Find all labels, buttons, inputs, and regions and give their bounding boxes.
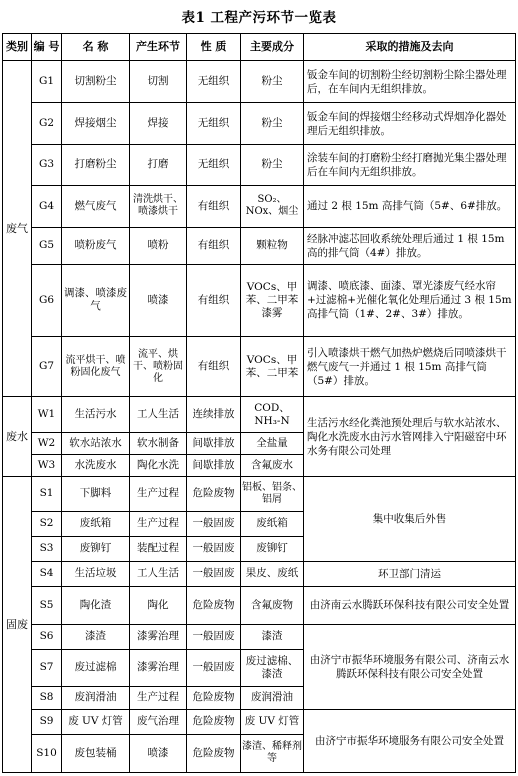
row-id: G4 xyxy=(32,186,62,227)
table-row xyxy=(3,264,516,336)
row-component: 废铆钉 xyxy=(241,536,304,561)
solid-measure-s1-s3: 集中收集后外售 xyxy=(304,476,516,561)
row-component: VOCs、甲苯、二甲苯漆雾 xyxy=(241,264,304,336)
header-measure: 采取的措施及去向 xyxy=(304,34,516,61)
row-measure: 调漆、喷底漆、面漆、罩光漆废气经水帘+过滤棉+光催化氧化处理后通过 3 根 15m 高排气筒（1#、2#、3#）排放。 xyxy=(304,264,516,336)
table-row xyxy=(3,186,516,227)
row-stage: 生产过程 xyxy=(130,512,187,537)
row-name: 软水站浓水 xyxy=(62,433,130,455)
row-nature: 有组织 xyxy=(187,186,241,227)
row-id: S2 xyxy=(32,512,62,537)
solid-measure-s6-s8: 由济宁市振华环境服务有限公司、济南云水腾跃环保科技有限公司安全处置 xyxy=(304,624,516,709)
row-component: 铝板、铝条、铝屑 xyxy=(241,476,304,511)
row-component: 粉尘 xyxy=(241,103,304,144)
row-name: 调漆、喷漆废气 xyxy=(62,264,130,336)
row-nature: 一般固废 xyxy=(187,536,241,561)
table-row xyxy=(3,624,516,649)
row-component: 全盐量 xyxy=(241,433,304,455)
row-measure: 通过 2 根 15m 高排气筒（5#、6#排放。 xyxy=(304,186,516,227)
row-nature: 有组织 xyxy=(187,337,241,397)
row-nature: 一般固废 xyxy=(187,649,241,686)
row-nature: 连续排放 xyxy=(187,397,241,433)
row-stage: 工人生活 xyxy=(130,397,187,433)
row-name: 废过滤棉 xyxy=(62,649,130,686)
row-component: VOCs、甲苯、二甲苯 xyxy=(241,337,304,397)
category-water: 废水 xyxy=(3,397,32,477)
row-name: 废铆钉 xyxy=(62,536,130,561)
row-id: W3 xyxy=(32,455,62,477)
row-component: 废过滤棉、漆渣 xyxy=(241,649,304,686)
row-id: S5 xyxy=(32,586,62,624)
row-name: 水洗废水 xyxy=(62,455,130,477)
row-component: 粉尘 xyxy=(241,144,304,185)
row-id: S10 xyxy=(32,734,62,772)
row-stage: 装配过程 xyxy=(130,536,187,561)
row-nature: 无组织 xyxy=(187,60,241,102)
row-id: W2 xyxy=(32,433,62,455)
row-name: 燃气废气 xyxy=(62,186,130,227)
row-nature: 危险废物 xyxy=(187,686,241,709)
row-name: 废 UV 灯管 xyxy=(62,709,130,734)
row-measure: 钣金车间的切割粉尘经切割粉尘除尘器处理后，在车间内无组织排放。 xyxy=(304,60,516,102)
row-nature: 间歇排放 xyxy=(187,455,241,477)
solid-measure-s5: 由济南云水腾跃环保科技有限公司安全处置 xyxy=(304,586,516,624)
row-measure: 涂装车间的打磨粉尘经打磨抛光集尘器处理后在车间内无组织排放。 xyxy=(304,144,516,185)
header-component: 主要成分 xyxy=(241,34,304,61)
row-stage: 工人生活 xyxy=(130,561,187,586)
header-id: 编 号 xyxy=(32,34,62,61)
row-component: 废纸箱 xyxy=(241,512,304,537)
row-id: S9 xyxy=(32,709,62,734)
row-stage: 清洗烘干、喷漆烘干 xyxy=(130,186,187,227)
water-measure: 生活污水经化粪池预处理后与软水站浓水、陶化水洗废水由污水管网排入宁阳磁窑中环水务有限公司处理 xyxy=(304,397,516,477)
header-nature: 性 质 xyxy=(187,34,241,61)
row-stage: 焊接 xyxy=(130,103,187,144)
row-component: 废 UV 灯管 xyxy=(241,709,304,734)
pollution-table xyxy=(2,33,516,773)
row-measure: 钣金车间的焊接烟尘经移动式焊烟净化器处理后无组织排放。 xyxy=(304,103,516,144)
table-row xyxy=(3,476,516,511)
row-nature: 有组织 xyxy=(187,264,241,336)
category-gas: 废气 xyxy=(3,60,32,396)
row-id: S4 xyxy=(32,561,62,586)
row-component: 废润滑油 xyxy=(241,686,304,709)
solid-measure-s4: 环卫部门清运 xyxy=(304,561,516,586)
table-row xyxy=(3,561,516,586)
row-component: 含氟废物 xyxy=(241,586,304,624)
row-stage: 流平、烘干、喷粉固化 xyxy=(130,337,187,397)
row-name: 漆渣 xyxy=(62,624,130,649)
table-row xyxy=(3,337,516,397)
row-id: G2 xyxy=(32,103,62,144)
row-nature: 危险废物 xyxy=(187,586,241,624)
row-id: G5 xyxy=(32,227,62,264)
table-title: 表1 工程产污环节一览表 xyxy=(181,10,337,26)
row-stage: 漆雾治理 xyxy=(130,649,187,686)
table-row xyxy=(3,144,516,185)
row-id: S1 xyxy=(32,476,62,511)
row-nature: 危险废物 xyxy=(187,734,241,772)
row-measure: 引入喷漆烘干燃气加热炉燃烧后同喷漆烘干燃气废气一并通过 1 根 15m 高排气筒（5#）排放。 xyxy=(304,337,516,397)
row-name: 切割粉尘 xyxy=(62,60,130,102)
row-measure: 经脉冲滤芯回收系统处理后通过 1 根 15m 高的排气筒（4#）排放。 xyxy=(304,227,516,264)
row-nature: 一般固废 xyxy=(187,561,241,586)
row-stage: 打磨 xyxy=(130,144,187,185)
row-stage: 喷漆 xyxy=(130,264,187,336)
table-row xyxy=(3,227,516,264)
row-component: SO₂、NOx、烟尘 xyxy=(241,186,304,227)
category-solid: 固废 xyxy=(3,476,32,772)
table-row xyxy=(3,586,516,624)
row-name: 打磨粉尘 xyxy=(62,144,130,185)
row-stage: 喷粉 xyxy=(130,227,187,264)
solid-measure-s9-s10: 由济宁市振华环境服务有限公司安全处置 xyxy=(304,709,516,772)
row-id: S6 xyxy=(32,624,62,649)
row-id: G3 xyxy=(32,144,62,185)
row-name: 废纸箱 xyxy=(62,512,130,537)
row-nature: 无组织 xyxy=(187,144,241,185)
row-id: S7 xyxy=(32,649,62,686)
row-stage: 喷漆 xyxy=(130,734,187,772)
row-name: 焊接烟尘 xyxy=(62,103,130,144)
row-name: 下脚料 xyxy=(62,476,130,511)
row-name: 废润滑油 xyxy=(62,686,130,709)
row-nature: 一般固废 xyxy=(187,512,241,537)
row-name: 喷粉废气 xyxy=(62,227,130,264)
table-row xyxy=(3,709,516,734)
row-id: G6 xyxy=(32,264,62,336)
row-name: 流平烘干、喷粉固化废气 xyxy=(62,337,130,397)
row-stage: 漆雾治理 xyxy=(130,624,187,649)
table-row xyxy=(3,103,516,144)
row-component: 漆渣、稀释剂等 xyxy=(241,734,304,772)
row-stage: 陶化水洗 xyxy=(130,455,187,477)
row-nature: 危险废物 xyxy=(187,476,241,511)
row-nature: 危险废物 xyxy=(187,709,241,734)
row-name: 废包装桶 xyxy=(62,734,130,772)
header-row xyxy=(3,34,516,61)
row-stage: 陶化 xyxy=(130,586,187,624)
row-component: 漆渣 xyxy=(241,624,304,649)
header-category: 类别 xyxy=(3,34,32,61)
row-nature: 无组织 xyxy=(187,103,241,144)
row-component: 粉尘 xyxy=(241,60,304,102)
row-stage: 废气治理 xyxy=(130,709,187,734)
table-row xyxy=(3,397,516,433)
row-stage: 软水制备 xyxy=(130,433,187,455)
row-component: 果皮、废纸 xyxy=(241,561,304,586)
row-stage: 切割 xyxy=(130,60,187,102)
row-name: 生活垃圾 xyxy=(62,561,130,586)
row-nature: 有组织 xyxy=(187,227,241,264)
row-stage: 生产过程 xyxy=(130,476,187,511)
row-id: G7 xyxy=(32,337,62,397)
row-id: G1 xyxy=(32,60,62,102)
row-id: S3 xyxy=(32,536,62,561)
row-component: 颗粒物 xyxy=(241,227,304,264)
row-nature: 间歇排放 xyxy=(187,433,241,455)
row-stage: 生产过程 xyxy=(130,686,187,709)
header-stage: 产生环节 xyxy=(130,34,187,61)
row-component: COD、NH₃-N xyxy=(241,397,304,433)
row-name: 生活污水 xyxy=(62,397,130,433)
row-component: 含氟废水 xyxy=(241,455,304,477)
header-name: 名 称 xyxy=(62,34,130,61)
row-name: 陶化渣 xyxy=(62,586,130,624)
row-id: S8 xyxy=(32,686,62,709)
table-row xyxy=(3,60,516,102)
row-id: W1 xyxy=(32,397,62,433)
row-nature: 一般固废 xyxy=(187,624,241,649)
